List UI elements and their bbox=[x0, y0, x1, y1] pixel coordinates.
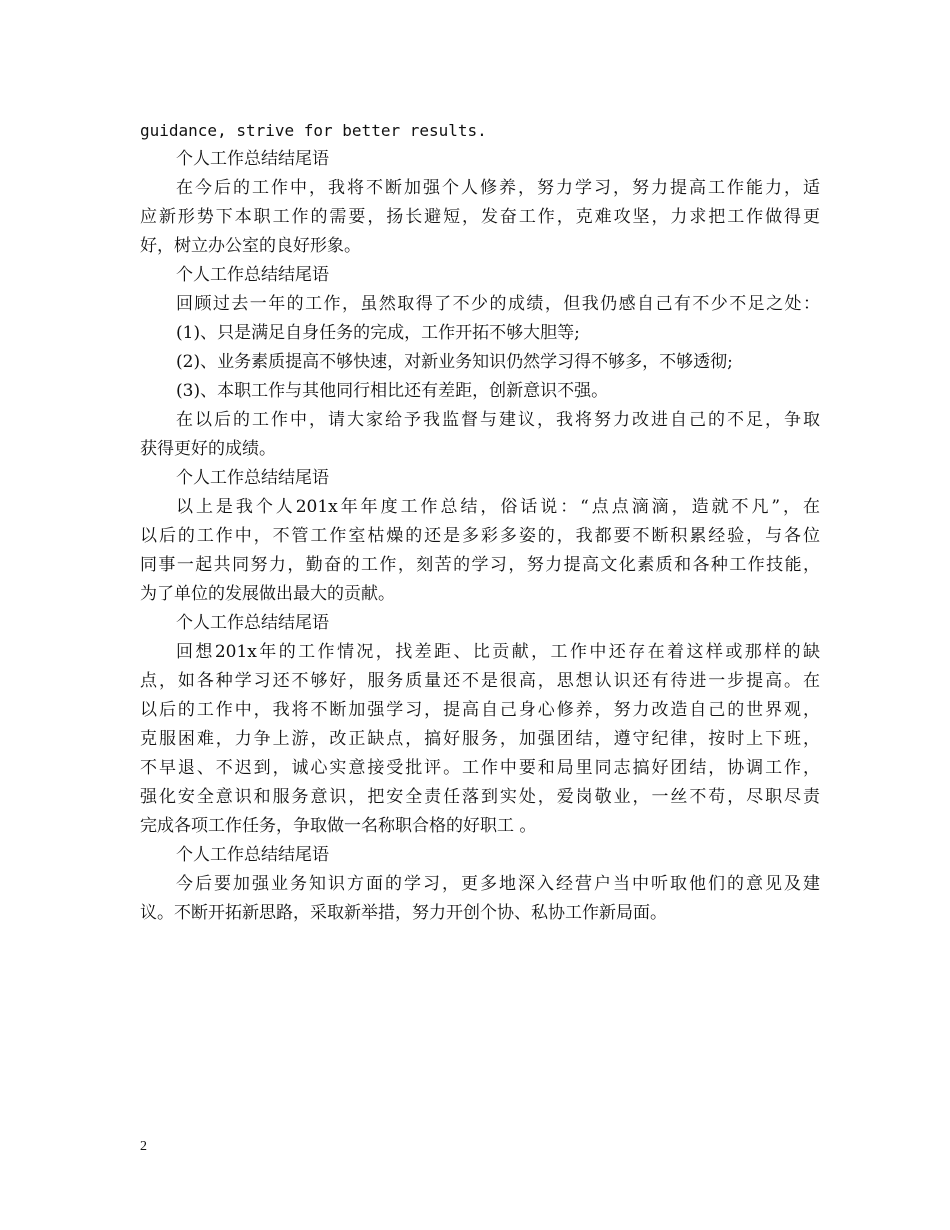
text-line: 为了单位的发展做出最大的贡献。 bbox=[140, 584, 395, 604]
section-heading: 个人工作总结结尾语 bbox=[176, 613, 329, 633]
text-line: 完成各项工作任务，争取做一名称职合格的好职工 。 bbox=[140, 816, 537, 836]
text-line: 今后要加强业务知识方面的学习，更多地深入经营户当中听取他们的意见及建 bbox=[176, 874, 820, 894]
text-line: 以后的工作中，我将不断加强学习，提高自己身心修养，努力改造自己的世界观， bbox=[140, 700, 820, 720]
text-line: 回想201x年的工作情况，找差距、比贡献，工作中还存在着这样或那样的缺 bbox=[176, 642, 820, 662]
text-line: 强化安全意识和服务意识，把安全责任落到实处，爱岗敬业，一丝不苟，尽职尽责 bbox=[140, 787, 820, 807]
text-line: 在以后的工作中，请大家给予我监督与建议，我将努力改进自己的不足，争取 bbox=[176, 410, 820, 430]
text-line: 不早退、不迟到，诚心实意接受批评。工作中要和局里同志搞好团结，协调工作， bbox=[140, 758, 820, 778]
text-line: 应新形势下本职工作的需要，扬长避短，发奋工作，克难攻坚，力求把工作做得更 bbox=[140, 207, 820, 227]
document-body bbox=[140, 116, 820, 928]
list-item: (1)、只是满足自身任务的完成，工作开拓不够大胆等; bbox=[176, 323, 580, 343]
text-line: 点，如各种学习还不够好，服务质量还不是很高，思想认识还有待进一步提高。在 bbox=[140, 671, 820, 691]
list-item: (2)、业务素质提高不够快速，对新业务知识仍然学习得不够多，不够透彻; bbox=[176, 352, 733, 372]
text-line: 好，树立办公室的良好形象。 bbox=[140, 236, 361, 256]
page-number: 2 bbox=[140, 1139, 147, 1154]
section-heading: 个人工作总结结尾语 bbox=[176, 845, 329, 865]
text-line: 回顾过去一年的工作，虽然取得了不少的成绩，但我仍感自己有不少不足之处： bbox=[176, 294, 820, 314]
section-heading: 个人工作总结结尾语 bbox=[176, 149, 329, 169]
text-line: 以上是我个人201x年年度工作总结，俗话说：“点点滴滴，造就不凡”，在 bbox=[176, 497, 820, 517]
text-line: 同事一起共同努力，勤奋的工作，刻苦的学习，努力提高文化素质和各种工作技能， bbox=[140, 555, 820, 575]
section-heading: 个人工作总结结尾语 bbox=[176, 468, 329, 488]
text-line: 议。不断开拓新思路，采取新举措，努力开创个协、私协工作新局面。 bbox=[140, 903, 667, 923]
text-line: 以后的工作中，不管工作室枯燥的还是多彩多姿的，我都要不断积累经验，与各位 bbox=[140, 526, 820, 546]
text-line: 克服困难，力争上游，改正缺点，搞好服务，加强团结，遵守纪律，按时上下班， bbox=[140, 729, 820, 749]
text-line: 在今后的工作中，我将不断加强个人修养，努力学习，努力提高工作能力，适 bbox=[176, 178, 820, 198]
list-item: (3)、本职工作与其他同行相比还有差距，创新意识不强。 bbox=[176, 381, 609, 401]
section-heading: 个人工作总结结尾语 bbox=[176, 265, 329, 285]
text-line: 获得更好的成绩。 bbox=[140, 439, 276, 459]
text-line: guidance, strive for better results. bbox=[140, 121, 487, 140]
